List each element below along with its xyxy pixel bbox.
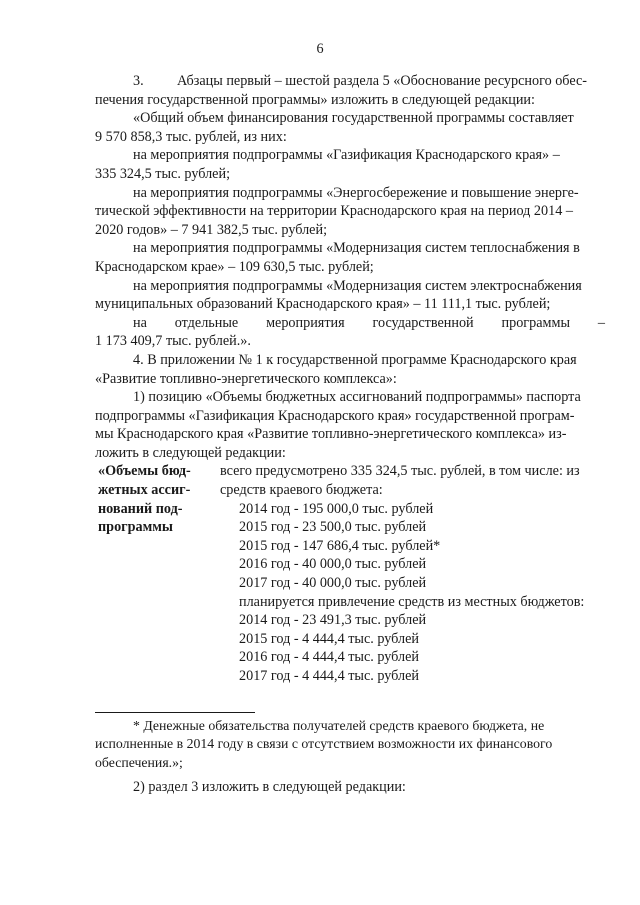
item2-line: 2) раздел 3 изложить в следующей редакции:: [133, 779, 406, 796]
left-cell-line: программы: [98, 519, 173, 536]
document-body: [95, 72, 605, 797]
regional-year-row: 2015 год - 23 500,0 тыс. рублей: [239, 519, 427, 536]
left-cell-line: жетных ассиг-: [98, 482, 191, 499]
footnote-line2: исполненные в 2014 году в связи с отсутствием возможности их финансового: [95, 736, 553, 752]
local-year-row: 2014 год - 23 491,3 тыс. рублей: [239, 612, 427, 629]
energy-line1: на мероприятия подпрограммы «Энергосбережение и повышение энерге-: [133, 184, 579, 201]
regional-year-row: 2016 год - 40 000,0 тыс. рублей: [239, 556, 427, 573]
table-right-cell: [216, 462, 605, 685]
other-word-1: на: [133, 314, 147, 331]
heat-line1: на мероприятия подпрограммы «Модернизация систем теплоснабжения в: [133, 240, 580, 257]
other-word-3: мероприятия: [266, 314, 345, 331]
item1-line1: 1) позицию «Объемы бюджетных ассигнований подпрограммы» паспорта: [133, 389, 581, 406]
other-line1: [95, 314, 605, 333]
other-word-4: государственной: [372, 314, 474, 331]
energy-line2: тической эффективности на территории Краснодарского края на период 2014 –: [95, 203, 573, 220]
regional-intro: средств краевого бюджета:: [220, 482, 383, 499]
footnote-separator: [95, 712, 255, 713]
para3-number: 3.: [133, 73, 144, 89]
local-year-row: 2016 год - 4 444,4 тыс. рублей: [239, 649, 419, 666]
energy-line3: 2020 годов» – 7 941 382,5 тыс. рублей;: [95, 221, 328, 238]
other-word-6: –: [597, 314, 605, 331]
heat-line2: Краснодарском крае» – 109 630,5 тыс. рублей;: [95, 258, 374, 275]
regional-year-row: 2014 год - 195 000,0 тыс. рублей: [239, 500, 434, 517]
electric-line2: муниципальных образований Краснодарского края» – 11 111,1 тыс. рублей;: [95, 296, 551, 313]
local-intro: планируется привлечение средств из местных бюджетов:: [239, 593, 585, 610]
footnote-line1: * Денежные обязательства получателей средств краевого бюджета, не: [133, 717, 545, 733]
left-cell-line: нований под-: [98, 500, 183, 517]
table-left-cell: [95, 462, 216, 685]
page-number: 6: [316, 41, 324, 57]
local-year-row: 2017 год - 4 444,4 тыс. рублей: [239, 668, 419, 684]
total-line2: 9 570 858,3 тыс. рублей, из них:: [95, 128, 287, 145]
para3-line2: печения государственной программы» изложить в следующей редакции:: [95, 91, 535, 108]
para4-line2: «Развитие топливно-энергетического комплекса»:: [95, 370, 397, 387]
total-intro: всего предусмотрено 335 324,5 тыс. рублей, в том числе: из: [220, 463, 580, 480]
gas-line1: на мероприятия подпрограммы «Газификация Краснодарского края» –: [133, 147, 560, 164]
other-word-5: программы: [501, 314, 571, 331]
gas-line2: 335 324,5 тыс. рублей;: [95, 165, 231, 182]
total-line1: «Общий объем финансирования государственной программы составляет: [133, 110, 574, 127]
para3-text: Абзацы первый – шестой раздела 5 «Обоснование ресурсного обес-: [177, 73, 588, 89]
item1-line3: мы Краснодарского края «Развитие топливно-энергетического комплекса» из-: [95, 426, 567, 443]
left-cell-line: «Объемы бюд-: [98, 463, 191, 480]
footnote-line3: обеспечения.»;: [95, 754, 183, 770]
item1-line2: подпрограммы «Газификация Краснодарского края» государственной програм-: [95, 407, 575, 424]
para3-line1: [95, 72, 605, 91]
regional-year-row: 2015 год - 147 686,4 тыс. рублей*: [239, 537, 441, 554]
regional-year-row: 2017 год - 40 000,0 тыс. рублей: [239, 575, 427, 592]
local-year-row: 2015 год - 4 444,4 тыс. рублей: [239, 630, 419, 647]
other-line2: 1 173 409,7 тыс. рублей.».: [95, 333, 251, 350]
item1-line4: ложить в следующей редакции:: [95, 444, 286, 461]
para4-line1: 4. В приложении № 1 к государственной программе Краснодарского края: [133, 351, 577, 368]
electric-line1: на мероприятия подпрограммы «Модернизация систем электроснабжения: [133, 277, 582, 294]
budget-table: [95, 462, 605, 685]
other-word-2: отдельные: [174, 314, 239, 331]
